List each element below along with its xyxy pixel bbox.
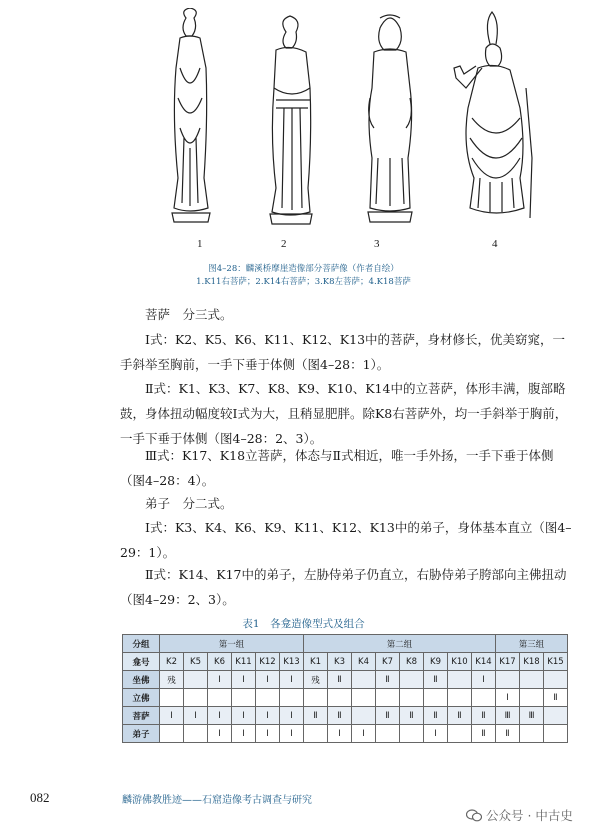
table-cell [184,671,208,689]
table-cell: Ⅰ [256,725,280,743]
table-cell: Ⅱ [328,707,352,725]
table-cell [544,707,568,725]
table-cell [304,689,328,707]
niche-header-cell: K1 [304,653,328,671]
table-cell: Ⅱ [328,671,352,689]
table-cell: Ⅱ [496,725,520,743]
table-cell [256,689,280,707]
table-cell: Ⅱ [544,689,568,707]
row-label: 菩萨 [123,707,160,725]
watermark [466,806,573,824]
table-cell: Ⅰ [496,689,520,707]
table-cell: Ⅱ [376,707,400,725]
watermark-text: 公众号 · 中古史 [486,808,573,823]
table-cell: Ⅰ [256,671,280,689]
table-row [123,689,568,707]
table-row [123,725,568,743]
table-cell [328,689,352,707]
niche-header-cell: K2 [160,653,184,671]
row-label: 弟子 [123,725,160,743]
table-cell: Ⅰ [208,725,232,743]
bodhisattva-drawing-2 [270,16,312,224]
table-cell: Ⅱ [424,671,448,689]
group-1-header: 第一组 [160,635,304,653]
table-cell [160,689,184,707]
table-cell: Ⅰ [472,671,496,689]
bodhisattva-drawing-3 [368,15,412,222]
table-cell [448,689,472,707]
table-cell [304,725,328,743]
figure-caption-items: 1.K11右菩萨；2.K14右菩萨；3.K8左菩萨；4.K18菩萨 [196,277,411,287]
table-cell: Ⅱ [304,707,328,725]
bodhisattva-drawing-1 [172,8,210,222]
table-cell [376,689,400,707]
niche-header-cell: K8 [400,653,424,671]
niche-header-cell: K9 [424,653,448,671]
table-cell: Ⅱ [448,707,472,725]
table-cell [448,725,472,743]
table-cell [520,671,544,689]
table-cell: Ⅰ [280,671,304,689]
table-cell: Ⅰ [160,707,184,725]
table-cell: Ⅰ [424,725,448,743]
table-cell [208,689,232,707]
table-cell: Ⅰ [328,725,352,743]
table-cell [544,671,568,689]
table-cell [352,707,376,725]
table-cell [232,689,256,707]
statue-type-table [122,634,568,743]
table-cell: Ⅰ [280,725,304,743]
wechat-icon [466,809,482,822]
table-cell: Ⅰ [208,671,232,689]
table-niche-header-row [123,653,568,671]
paragraph-bodhisattva-type1: Ⅰ式：K2、K5、K6、K11、K12、K13中的菩萨，身材修长，优美窈窕，一手斜举至胸前，一手下垂于体侧（图4–28：1）。 [120,332,566,372]
figure-number-4: 4 [492,238,498,250]
table-cell [424,689,448,707]
table-cell: Ⅱ [400,707,424,725]
table-cell [400,725,424,743]
table-cell [544,725,568,743]
bodhisattva-drawing-4 [454,12,532,218]
figure-caption-title: 图4–28：麟溪桥摩崖造像部分菩萨像（作者自绘） [208,264,399,274]
niche-header-cell: K17 [496,653,520,671]
table-cell: Ⅰ [232,725,256,743]
table-cell: Ⅱ [376,671,400,689]
table-cell [520,689,544,707]
paragraph-disciple-type1: Ⅰ式：K3、K4、K6、K9、K11、K12、K13中的弟子，身体基本直立（图4–29：1）。 [120,520,572,560]
paragraph-bodhisattva-type2: Ⅱ式：K1、K3、K7、K8、K9、K10、K14中的立菩萨，体形丰满，腹部略鼓，身体扭动幅度较Ⅰ式为大，且稍显肥胖。除K8右菩萨外，均一手斜举于胸前，一手下垂于体侧（图4–28：2、3）。 [120,381,568,446]
book-title: 麟游佛教胜迹——石窟造像考古调查与研究 [122,795,312,806]
table-cell [496,671,520,689]
table-cell [280,689,304,707]
row-label: 立佛 [123,689,160,707]
table-cell: Ⅱ [472,725,496,743]
table-cell: Ⅰ [184,707,208,725]
group-2-header: 第二组 [304,635,496,653]
figure-number-2: 2 [281,238,287,250]
table-row [123,707,568,725]
table-cell [376,725,400,743]
table-cell [352,689,376,707]
paragraph-bodhisattva-type3: Ⅲ式：K17、K18立菩萨，体态与Ⅱ式相近，唯一手外扬，一手下垂于体侧（图4–28：4）。 [120,448,554,488]
niche-header-cell: K3 [328,653,352,671]
table-title: 表1 各龛造像型式及组合 [242,618,365,630]
figure-number-3: 3 [374,238,380,250]
table-cell: Ⅰ [232,671,256,689]
niche-header-cell: K14 [472,653,496,671]
table-cell [472,689,496,707]
row-label: 坐佛 [123,671,160,689]
table-cell: Ⅰ [232,707,256,725]
group-3-header: 第三组 [496,635,568,653]
table-cell: 残 [304,671,328,689]
paragraph-bodhisattva-heading: 菩萨 分三式。 [145,307,233,322]
table-cell [352,671,376,689]
statue-figures [150,8,550,240]
niche-header-cell: K5 [184,653,208,671]
table-cell: Ⅰ [256,707,280,725]
niche-label: 龛号 [123,653,160,671]
table-cell [400,671,424,689]
table-cell: Ⅲ [496,707,520,725]
paragraph-disciple-heading: 弟子 分二式。 [145,496,233,511]
table-group-header-row [123,635,568,653]
niche-header-cell: K11 [232,653,256,671]
table-cell [160,725,184,743]
table-cell [400,689,424,707]
figure-number-1: 1 [197,238,203,250]
niche-header-cell: K10 [448,653,472,671]
niche-header-cell: K6 [208,653,232,671]
table-cell [184,725,208,743]
table-cell: Ⅰ [208,707,232,725]
table-cell [448,671,472,689]
table-cell [520,725,544,743]
group-label: 分组 [123,635,160,653]
table-row [123,671,568,689]
paragraph-disciple-type2: Ⅱ式：K14、K17中的弟子，左胁侍弟子仍直立，右胁侍弟子胯部向主佛扭动（图4–29：2、3）。 [120,567,567,607]
table-cell: Ⅲ [520,707,544,725]
table-cell: Ⅰ [280,707,304,725]
niche-header-cell: K4 [352,653,376,671]
page-number: 082 [30,790,50,805]
niche-header-cell: K12 [256,653,280,671]
niche-header-cell: K7 [376,653,400,671]
table-cell: 残 [160,671,184,689]
table-cell: Ⅰ [352,725,376,743]
table-cell: Ⅱ [472,707,496,725]
niche-header-cell: K18 [520,653,544,671]
niche-header-cell: K13 [280,653,304,671]
table-cell: Ⅱ [424,707,448,725]
table-cell [184,689,208,707]
niche-header-cell: K15 [544,653,568,671]
